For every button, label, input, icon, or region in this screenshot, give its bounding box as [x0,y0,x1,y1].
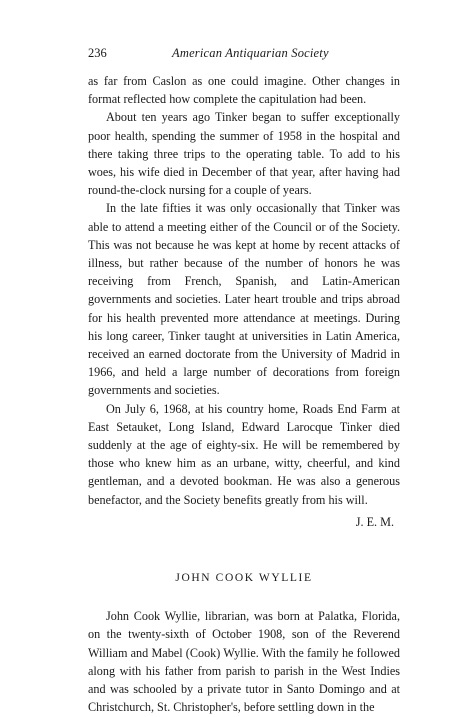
paragraph-wyllie: John Cook Wyllie, librarian, was born at Palatka, Florida, on the twenty-sixth of October 1908, son of the Reverend William and Mabel (Cook) Wyllie. With the family he followed along with his father from parish to parish in the West Indies and was schooled by a private tutor in Santo Domingo and at Christchurch, St. Christopher's, before settling down in the [88,609,400,715]
page-number: 236 [88,46,107,60]
running-header [88,46,400,64]
paragraph-honors: In the late fifties it was only occasionally that Tinker was able to attend a meeting either of the Council or of the Society. This was not because he was kept at home by recent attacks of illness, but rather because of the number of honors he was receiving from French, Spanish, and Latin-American governments and societies. Later heart trouble and trips abroad for his health prevented more attendance at meetings. During his long career, Tinker taught at universities in Latin America, received an earned doctorate from the University of Madrid in 1966, and held a large number of decorations from foreign governments and societies. [88,201,400,398]
body-text [88,72,400,717]
paragraph-death: On July 6, 1968, at his country home, Roads End Farm at East Setauket, Long Island, Edward Larocque Tinker died suddenly at the age of eighty-six. He will be remembered by those who knew him as an urbane, witty, cheerful, and kind gentleman, and a devoted bookman. He was also a generous benefactor, and the Society benefits greatly from his will. [88,401,400,507]
paragraph-health: About ten years ago Tinker began to suffer exceptionally poor health, spending the summer of 1958 in the hospital and there taking three trips to the operating table. To add to his woes, his wife died in December of that year, after having had round-the-clock nursing for a couple of years. [88,110,400,198]
author-initials: J. E. M. [355,514,394,529]
running-title: American Antiquarian Society [172,46,329,60]
section-title: JOHN COOK WYLLIE [175,572,313,585]
paragraph-continuation: as far from Caslon as one could imagine. Other changes in format reflected how complete the capitulation had been. [88,74,400,107]
